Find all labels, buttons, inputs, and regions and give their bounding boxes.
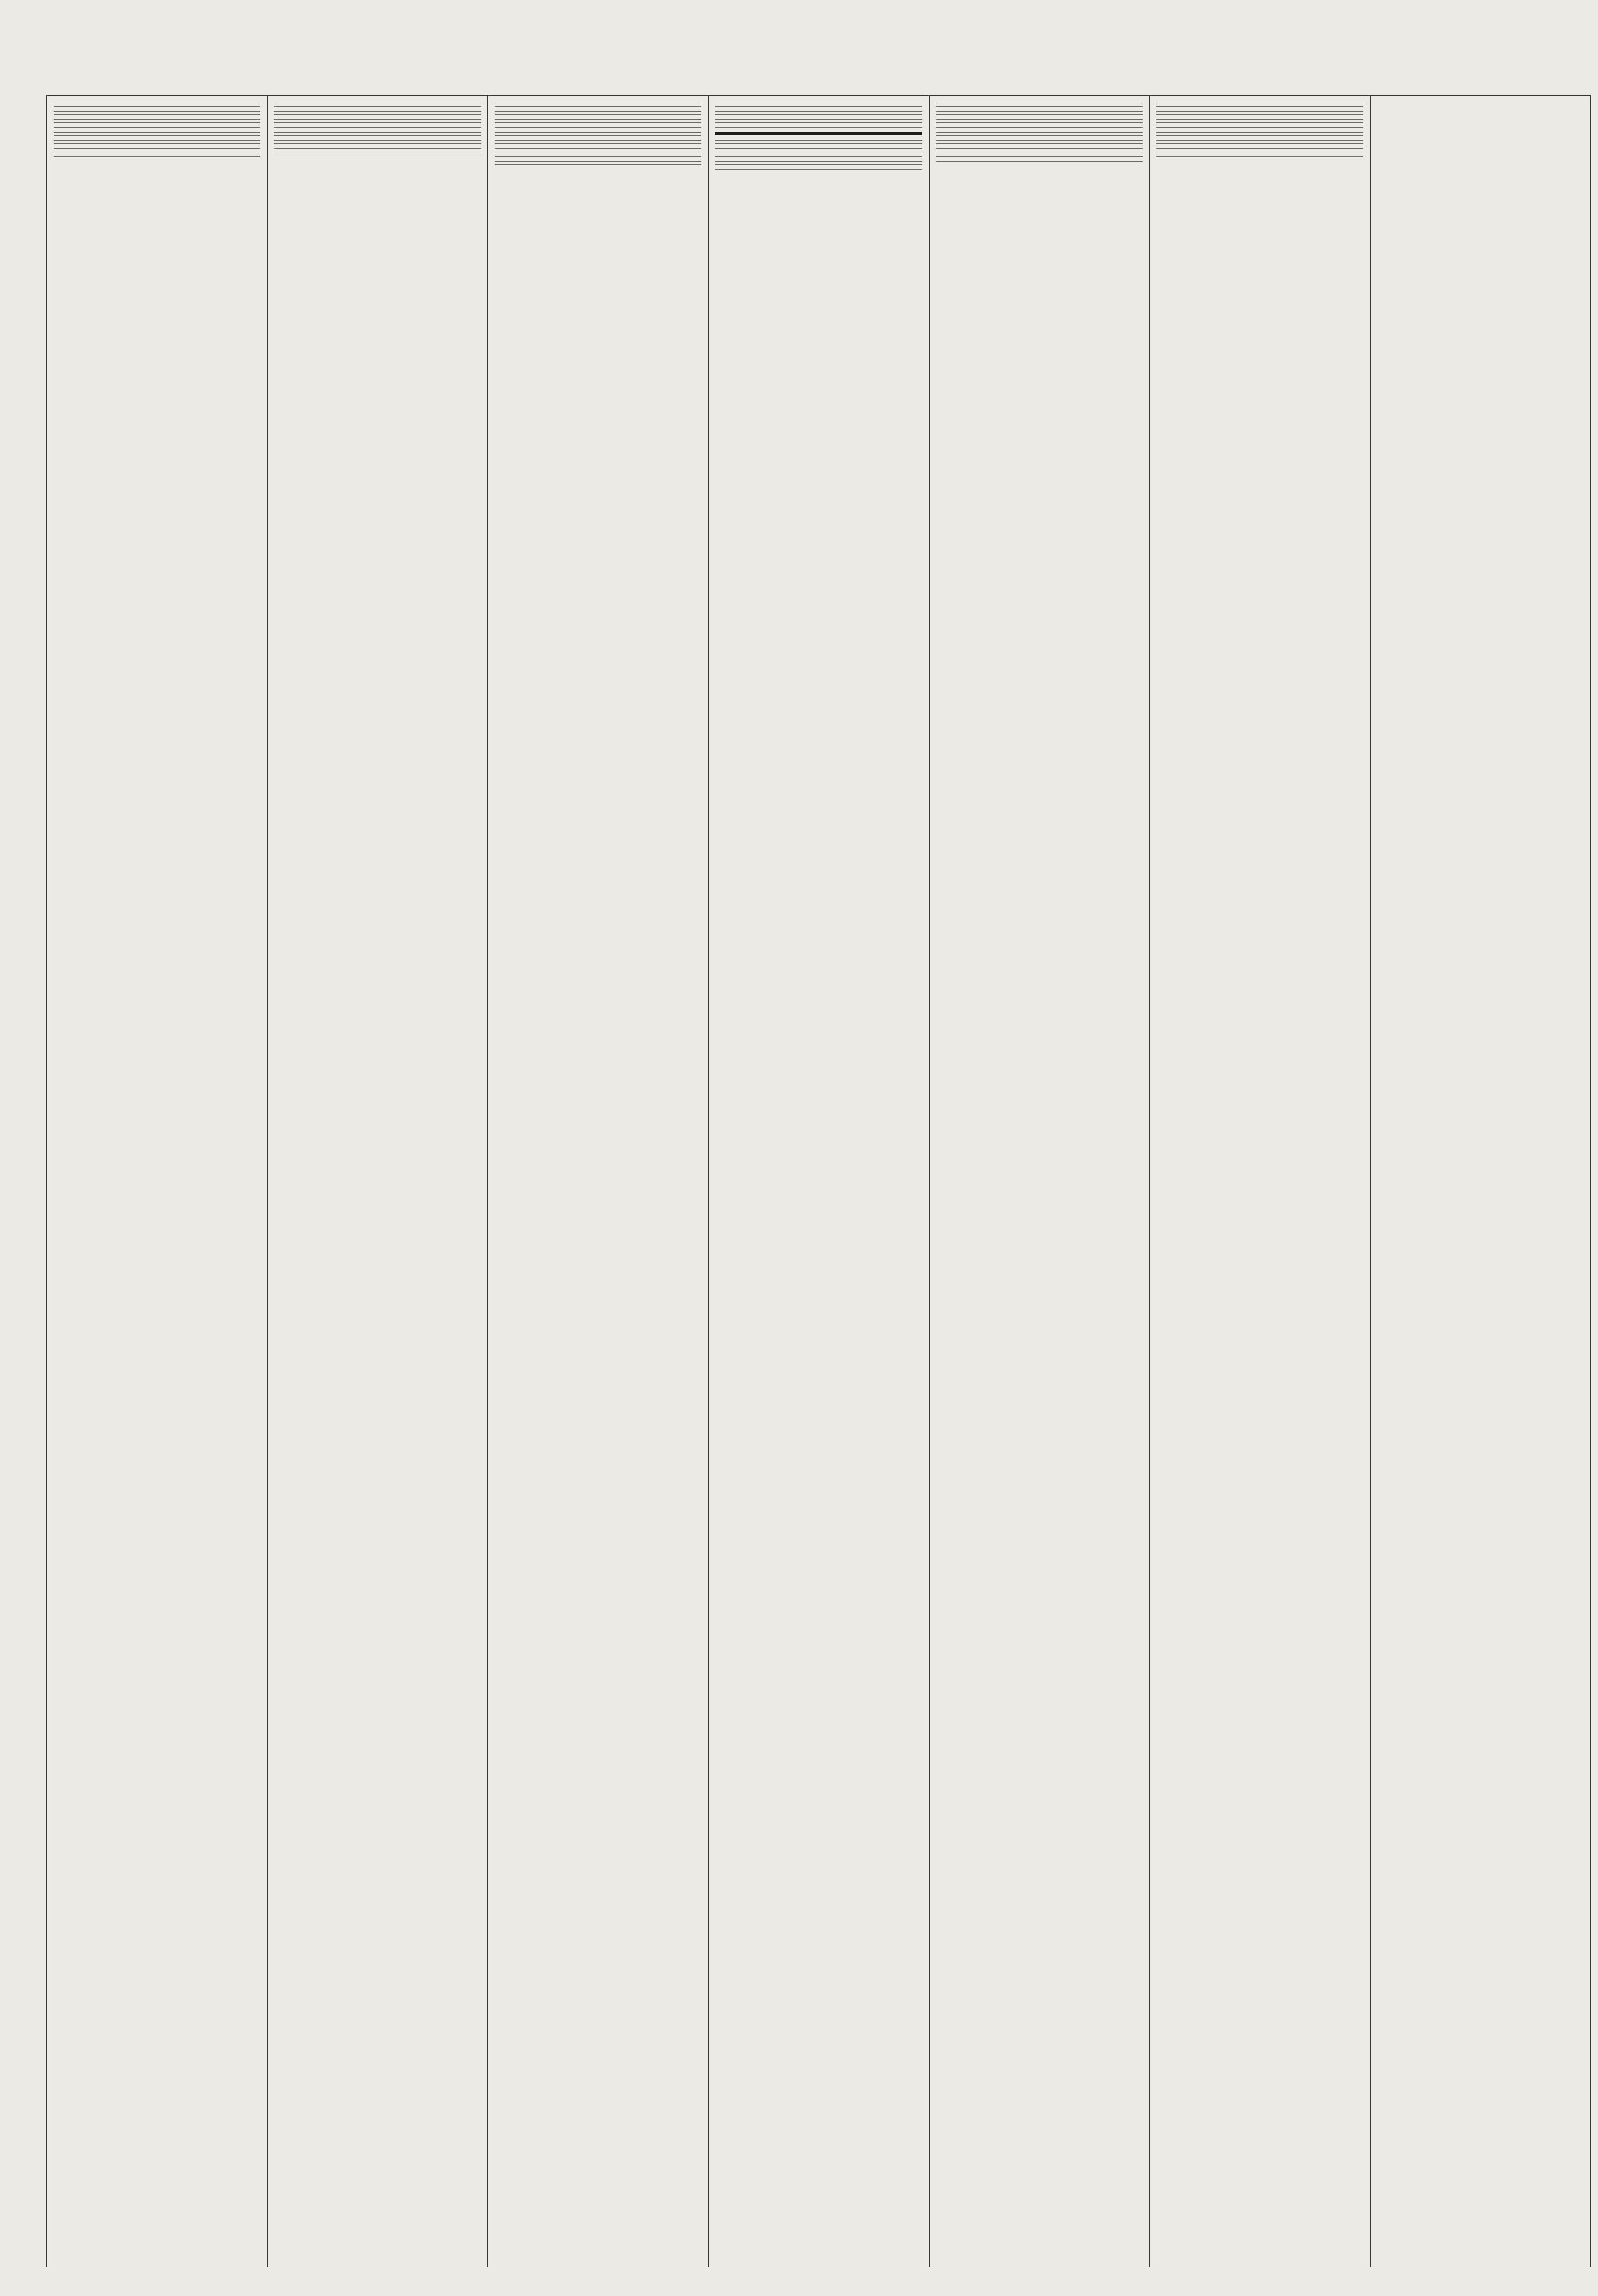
classified-ad bbox=[495, 166, 701, 167]
classified-ad bbox=[715, 124, 922, 125]
classified-ad bbox=[274, 142, 481, 144]
column-1 bbox=[47, 96, 268, 2267]
classified-ad bbox=[495, 126, 701, 128]
classified-ad bbox=[54, 145, 260, 146]
classified-ad bbox=[1156, 134, 1363, 136]
classified-ad bbox=[936, 131, 1143, 133]
classified-ad bbox=[274, 131, 481, 133]
classified-ad bbox=[274, 105, 481, 107]
classified-ad bbox=[1156, 100, 1363, 101]
classified-ad bbox=[54, 155, 260, 157]
classified-ad bbox=[1156, 129, 1363, 130]
classified-ad bbox=[495, 121, 701, 123]
classified-ad bbox=[936, 113, 1143, 115]
classified-ad bbox=[936, 145, 1143, 146]
classified-ad bbox=[715, 118, 922, 120]
classified-ad bbox=[495, 118, 701, 120]
classified-ad bbox=[495, 116, 701, 117]
classified-ad bbox=[495, 105, 701, 107]
classified-ad bbox=[274, 110, 481, 112]
classified-ad bbox=[274, 139, 481, 141]
classified-ad bbox=[715, 166, 922, 167]
classified-ad bbox=[1156, 155, 1363, 157]
classified-ad bbox=[936, 155, 1143, 157]
classified-ad bbox=[1156, 108, 1363, 109]
classified-ad bbox=[1156, 103, 1363, 104]
classified-ad bbox=[936, 134, 1143, 136]
classified-ad bbox=[1156, 150, 1363, 151]
classified-ad bbox=[54, 152, 260, 154]
classified-ad bbox=[54, 121, 260, 123]
classified-ad bbox=[715, 126, 922, 128]
classified-ad bbox=[54, 150, 260, 151]
classified-ad bbox=[54, 139, 260, 141]
classified-ad bbox=[274, 126, 481, 128]
classified-ad bbox=[274, 147, 481, 149]
classified-ad bbox=[715, 103, 922, 104]
classified-ad bbox=[274, 121, 481, 123]
classified-ad bbox=[715, 116, 922, 117]
classified-ad bbox=[936, 126, 1143, 128]
classified-ad bbox=[274, 116, 481, 117]
classified-ad bbox=[936, 158, 1143, 159]
classified-ad bbox=[495, 103, 701, 104]
classified-ad bbox=[1156, 110, 1363, 112]
classified-ad bbox=[715, 100, 922, 101]
classified-ad bbox=[936, 124, 1143, 125]
classified-ad bbox=[936, 110, 1143, 112]
classified-ad bbox=[715, 163, 922, 165]
classified-ad bbox=[1156, 105, 1363, 107]
classified-ad bbox=[274, 152, 481, 154]
classified-ad bbox=[936, 129, 1143, 130]
classified-ad bbox=[495, 147, 701, 149]
classified-ad bbox=[495, 137, 701, 138]
classified-ad bbox=[715, 150, 922, 151]
classified-ad bbox=[936, 160, 1143, 162]
classified-ad bbox=[495, 129, 701, 130]
classified-ad bbox=[715, 147, 922, 149]
column-4 bbox=[709, 96, 929, 2267]
classified-ad bbox=[274, 124, 481, 125]
classified-ad bbox=[54, 142, 260, 144]
classified-ad bbox=[274, 134, 481, 136]
classified-ad bbox=[495, 163, 701, 165]
classified-ad bbox=[54, 147, 260, 149]
classified-ad bbox=[274, 137, 481, 138]
classified-ad bbox=[936, 103, 1143, 104]
classified-ad bbox=[1156, 118, 1363, 120]
classified-ad bbox=[715, 121, 922, 123]
classified-ad bbox=[1156, 131, 1363, 133]
classified-ad bbox=[495, 150, 701, 151]
classified-ad bbox=[54, 126, 260, 128]
classified-ad bbox=[936, 150, 1143, 151]
classified-ad bbox=[495, 152, 701, 154]
classified-ad bbox=[495, 124, 701, 125]
classified-ad bbox=[715, 145, 922, 146]
column-6 bbox=[1150, 96, 1370, 2267]
classified-ad bbox=[54, 100, 260, 101]
classified-ad bbox=[715, 158, 922, 159]
classified-ad bbox=[274, 113, 481, 115]
classified-ad bbox=[715, 108, 922, 109]
classified-ad bbox=[936, 118, 1143, 120]
classified-ad bbox=[495, 113, 701, 115]
classified-ad bbox=[495, 142, 701, 144]
classified-ad bbox=[54, 131, 260, 133]
classified-ad bbox=[495, 155, 701, 157]
classified-ad bbox=[495, 108, 701, 109]
classified-ad bbox=[715, 139, 922, 141]
classified-ad bbox=[1156, 116, 1363, 117]
classified-ad bbox=[54, 116, 260, 117]
classified-ad bbox=[715, 105, 922, 107]
classified-ad bbox=[1156, 145, 1363, 146]
newspaper-classifieds-page bbox=[46, 95, 1591, 2267]
classified-ad bbox=[715, 152, 922, 154]
classified-ad bbox=[495, 160, 701, 162]
classified-ad bbox=[1156, 137, 1363, 138]
classified-ad bbox=[54, 108, 260, 109]
classified-ad bbox=[936, 116, 1143, 117]
classified-ad bbox=[936, 100, 1143, 101]
classified-ad bbox=[1156, 142, 1363, 144]
classified-ad bbox=[54, 110, 260, 112]
classified-ad bbox=[1156, 152, 1363, 154]
classified-ad bbox=[54, 137, 260, 138]
classified-ad bbox=[495, 134, 701, 136]
classified-ad bbox=[715, 110, 922, 112]
classified-ad bbox=[936, 121, 1143, 123]
classified-ad bbox=[936, 105, 1143, 107]
classified-ad bbox=[936, 139, 1143, 141]
classified-ad bbox=[54, 124, 260, 125]
classified-ad bbox=[495, 131, 701, 133]
classified-ad bbox=[274, 103, 481, 104]
classified-ad bbox=[936, 152, 1143, 154]
classified-ad bbox=[936, 147, 1143, 149]
column-2 bbox=[268, 96, 488, 2267]
classified-ad bbox=[1156, 121, 1363, 123]
classified-ad bbox=[54, 103, 260, 104]
classified-ad bbox=[715, 155, 922, 157]
classified-ad bbox=[1156, 147, 1363, 149]
classified-ad bbox=[274, 100, 481, 101]
classified-ad bbox=[495, 139, 701, 141]
classified-ad bbox=[495, 145, 701, 146]
classified-ad bbox=[274, 150, 481, 151]
classified-ad bbox=[715, 160, 922, 162]
classified-ad bbox=[936, 137, 1143, 138]
classified-ad bbox=[54, 129, 260, 130]
column-7 bbox=[1371, 96, 1591, 2267]
classified-ad bbox=[274, 118, 481, 120]
column-5 bbox=[930, 96, 1150, 2267]
classified-ad bbox=[274, 145, 481, 146]
classified-ad bbox=[495, 110, 701, 112]
classified-ad bbox=[54, 105, 260, 107]
classified-ad bbox=[936, 108, 1143, 109]
classified-ad bbox=[54, 118, 260, 120]
classified-ad bbox=[936, 142, 1143, 144]
classified-ad bbox=[274, 108, 481, 109]
classified-ad bbox=[54, 134, 260, 136]
classified-ad bbox=[715, 113, 922, 115]
classified-ad bbox=[1156, 139, 1363, 141]
classified-ad bbox=[1156, 113, 1363, 115]
classified-ad bbox=[1156, 126, 1363, 128]
section-rubric bbox=[715, 132, 922, 135]
classified-ad bbox=[54, 113, 260, 115]
classified-ad bbox=[1156, 124, 1363, 125]
classified-ad bbox=[495, 158, 701, 159]
classified-ad bbox=[495, 100, 701, 101]
column-3 bbox=[488, 96, 709, 2267]
classified-ad bbox=[274, 129, 481, 130]
classified-ad bbox=[715, 168, 922, 170]
classified-ad bbox=[715, 142, 922, 144]
